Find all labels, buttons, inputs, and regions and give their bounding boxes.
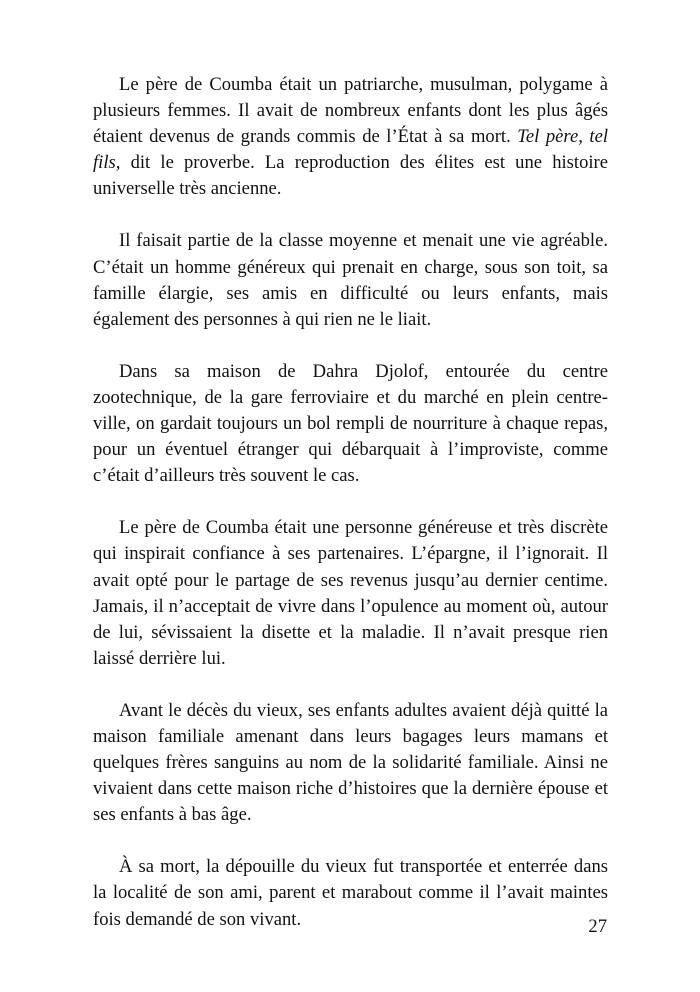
body-text [93, 72, 608, 933]
paragraph-1-end: dit le proverbe. La reproduction des élites est une histoire universelle très ancienne. [93, 152, 608, 200]
paragraph-6: À sa mort, la dépouille du vieux fut transportée et enterrée dans la localité de son ami, parent et marabout comme il l’avait maintes fois demandé de son vivant. [93, 856, 608, 930]
paragraph-1-start: Le père de Coumba était un patriarche, musulman, polygame à plusieurs femmes. Il avait de nombreux enfants dont les plus âgés étaient devenus de grands commis de l’État à sa mort. [93, 74, 608, 148]
paragraph-3: Dans sa maison de Dahra Djolof, entourée du centre zootechnique, de la gare ferroviaire et du marché en plein centre-ville, on gardait toujours un bol rempli de nourriture à chaque repas, pour un éventuel étranger qui débarquait à l’improviste, comme c’était d’ailleurs très souvent le cas. [93, 360, 608, 487]
paragraph-1 [93, 72, 608, 202]
paragraph-5: Avant le décès du vieux, ses enfants adultes avaient déjà quitté la maison familiale amenant dans leurs bagages leurs mamans et quelques frères sanguins au nom de la solidarité familiale. Ainsi ne vivaient dans cette maison riche d’histoires que la dernière épouse et ses enfants à bas âge. [93, 699, 608, 826]
page-number: 27 [588, 916, 607, 937]
proverb-italic: Tel père, tel fils, [93, 126, 609, 174]
paragraph-2: Il faisait partie de la classe moyenne et menait une vie agréable. C’était un homme généreux qui prenait en charge, sous son toit, sa famille élargie, ses amis en difficulté ou leurs enfants, mais également des personnes à qui rien ne le liait. [93, 230, 608, 330]
paragraph-4: Le père de Coumba était une personne généreuse et très discrète qui inspirait confiance à ses partenaires. L’épargne, il l’ignorait. Il avait opté pour le partage de ses revenus jusqu’au dernier centime. Jamais, il n’acceptait de vivre dans l’opulence au moment où, autour de lui, sévissaient la disette et la maladie. Il n’avait presque rien laissé derrière lui. [93, 517, 608, 669]
